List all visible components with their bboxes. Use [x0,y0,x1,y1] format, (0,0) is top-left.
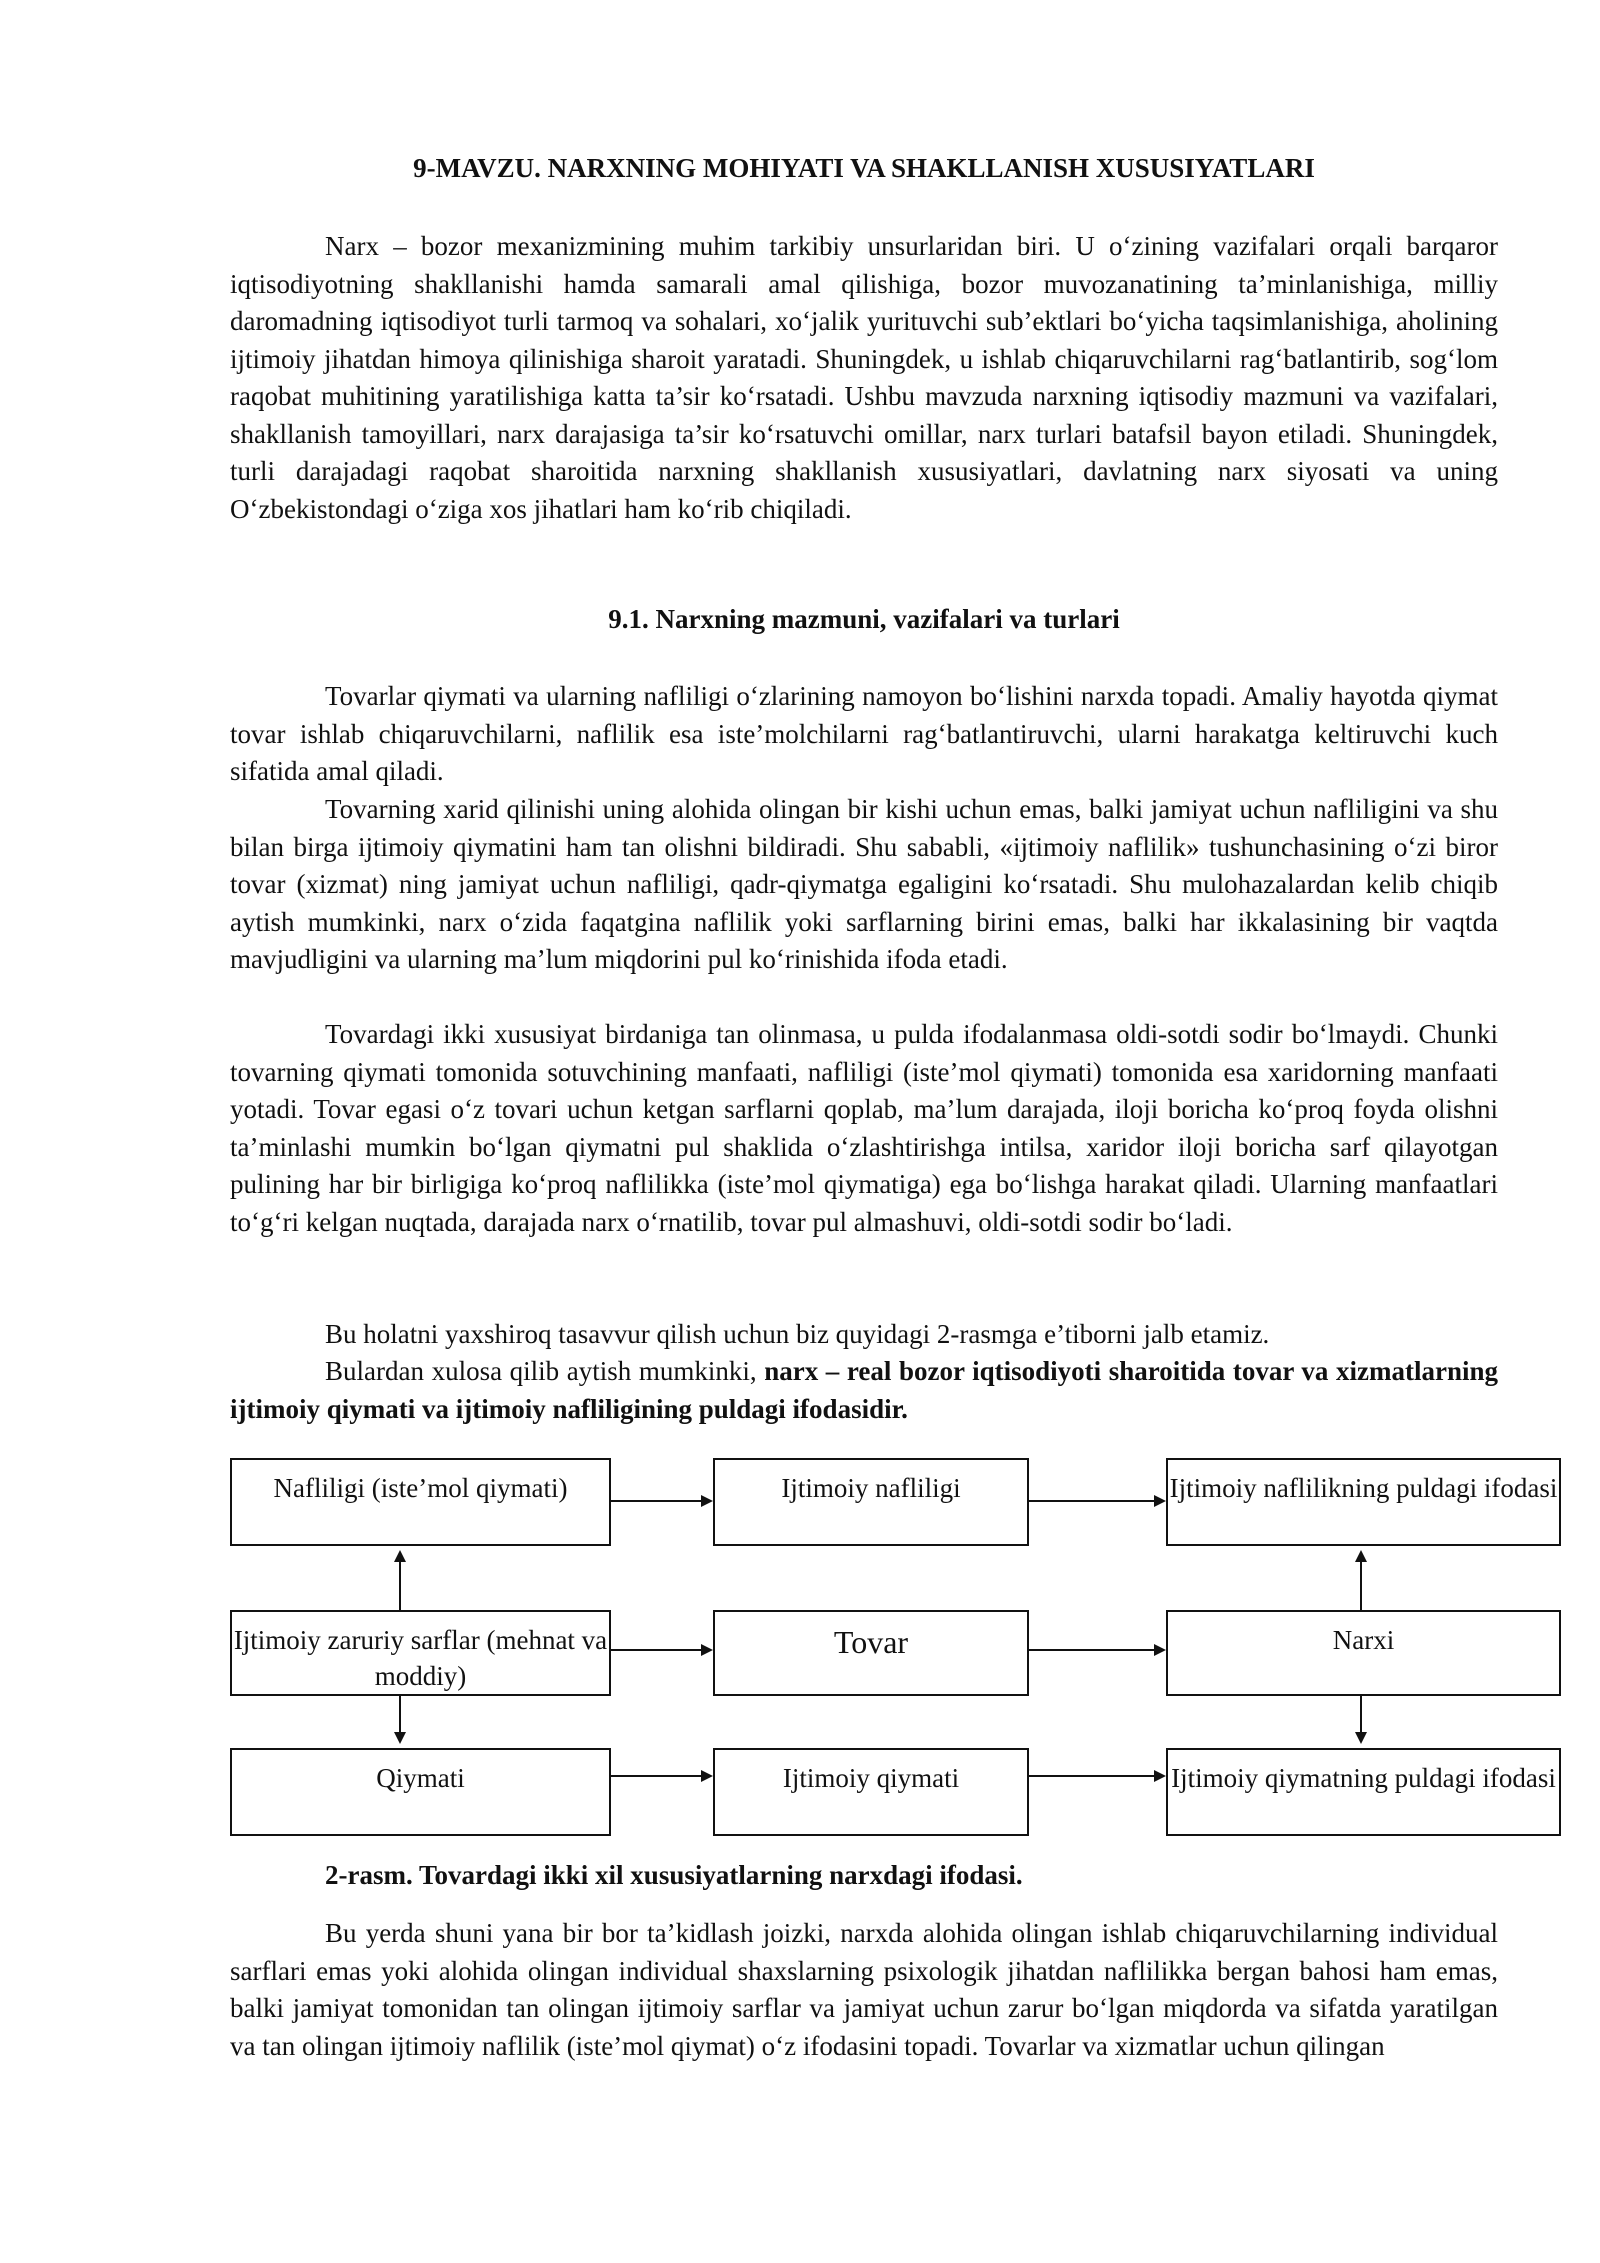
page-title: 9-MAVZU. NARXNING MOHIYATI VA SHAKLLANISH XUSUSIYATLARI [413,153,1315,183]
box-tovar: Tovar [713,1610,1029,1696]
paragraph-5-lead: Bulardan xulosa qilib aytish mumkinki, [325,1356,765,1386]
box-ijtimoiy-nafliligi: Ijtimoiy nafliligi [713,1458,1029,1546]
paragraph-4: Bu holatni yaxshiroq tasavvur qilish uchun biz quyidagi 2-rasmga e’tiborni jalb etamiz. [325,1319,1270,1349]
box-naflilik-puldagi-ifodasi: Ijtimoiy naflilikning puldagi ifodasi [1166,1458,1561,1546]
section-heading: 9.1. Narxning mazmuni, vazifalari va turlari [608,604,1120,634]
figure-caption: 2-rasm. Tovardagi ikki xil xususiyatlarning narxdagi ifodasi. [325,1860,1023,1890]
paragraph-6: Bu yerda shuni yana bir bor ta’kidlash joizki, narxda alohida olingan ishlab chiqaruvchilarning individual sarflari emas yoki alohida olingan individual shaxslarning psixologik jihatdan naflilikka bergan bahosi ham emas, balki jamiyat tomonidan tan olingan ijtimoiy sarflar va jamiyat uchun zarur bo‘lgan miqdorda va sifatda yaratilgan va tan olingan ijtimoiy naflilik (iste’mol qiymat) o‘z ifodasini topadi. Tovarlar va xizmatlar uchun qilingan [230,1918,1498,2061]
intro-paragraph: Narx – bozor mexanizmining muhim tarkibiy unsurlaridan biri. U o‘zining vazifalari orqali barqaror iqtisodiyotning shakllanishi hamda samarali amal qilishiga, bozor muvozanatining ta’minlanishiga, milliy daromadning iqtisodiyot turli tarmoq va sohalari, xo‘jalik yurituvchi sub’ektlari bo‘yicha taqsimlanishiga, aholining ijtimoiy jihatdan himoya qilinishiga sharoit yaratadi. Shuningdek, u ishlab chiqaruvchilarni rag‘batlantirib, sog‘lom raqobat muhitining yaratilishiga katta ta’sir ko‘rsatadi. Ushbu mavzuda narxning iqtisodiy mazmuni va vazifalari, shakllanish tamoyillari, narx darajasiga ta’sir ko‘rsatuvchi omillar, narx turlari batafsil bayon etiladi. Shuningdek, turli darajadagi raqobat sharoitida narxning shakllanish xususiyatlari, davlatning narx siyosati va uning O‘zbekistondagi o‘ziga xos jihatlari ham ko‘rib chiqiladi. [230,231,1498,524]
box-narxi: Narxi [1166,1610,1561,1696]
paragraph-1: Tovarlar qiymati va ularning nafliligi o‘zlarining namoyon bo‘lishini narxda topadi. Amaliy hayotda qiymat tovar ishlab chiqaruvchilarni, naflilik esa iste’molchilarni rag‘batlantiruvchi, ularni harakatga keltiruvchi kuch sifatida amal qiladi. [230,681,1498,786]
definition-bold: narx – real bozor iqtisodiyoti sharoitida tovar va xizmatlarning ijtimoiy qiymati va ijtimoiy nafliligining puldagi ifodasidir. [230,1356,1498,1424]
box-zaruriy-sarflar: Ijtimoiy zaruriy sarflar (mehnat va moddiy) [230,1610,611,1696]
box-ijtimoiy-qiymati: Ijtimoiy qiymati [713,1748,1029,1836]
box-naflilik: Nafliligi (iste’mol qiymati) [230,1458,611,1546]
paragraph-3: Tovardagi ikki xususiyat birdaniga tan olinmasa, u pulda ifodalanmasa oldi-sotdi sodir bo‘lmaydi. Chunki tovarning qiymati tomonida sotuvchining manfaati, nafliligi (iste’mol qiymati) tomonida esa xaridorning manfaati yotadi. Tovar egasi o‘z tovari uchun ketgan sarflarni qoplab, ma’lum darajada, iloji boricha ko‘proq foyda olishni ta’minlashi mumkin bo‘lgan qiymatni pul shaklida o‘zlashtirishga intilsa, xaridor iloji boricha sarf qilayotgan pulining har bir birligiga ko‘proq naflilikka (iste’mol qiymatiga) ega bo‘lishga harakat qiladi. Ularning manfaatlari to‘g‘ri kelgan nuqtada, darajada narx o‘rnatilib, tovar pul almashuvi, oldi-sotdi sodir bo‘ladi. [230,1019,1498,1237]
box-qiymati: Qiymati [230,1748,611,1836]
box-qiymat-puldagi-ifodasi: Ijtimoiy qiymatning puldagi ifodasi [1166,1748,1561,1836]
paragraph-2: Tovarning xarid qilinishi uning alohida olingan bir kishi uchun emas, balki jamiyat uchun nafliligini va shu bilan birga ijtimoiy qiymatini ham tan olishni bildiradi. Shu sababli, «ijtimoiy naflilik» tushunchasining o‘zi biror tovar (xizmat) ning jamiyat uchun nafliligi, qadr-qiymatga egaligini ko‘rsatadi. Shu mulohazalardan kelib chiqib aytish mumkinki, narx o‘zida faqatgina naflilik yoki sarflarning birini emas, balki har ikkalasining bir vaqtda mavjudligini va ularning ma’lum miqdorini pul ko‘rinishida ifoda etadi. [230,794,1498,974]
